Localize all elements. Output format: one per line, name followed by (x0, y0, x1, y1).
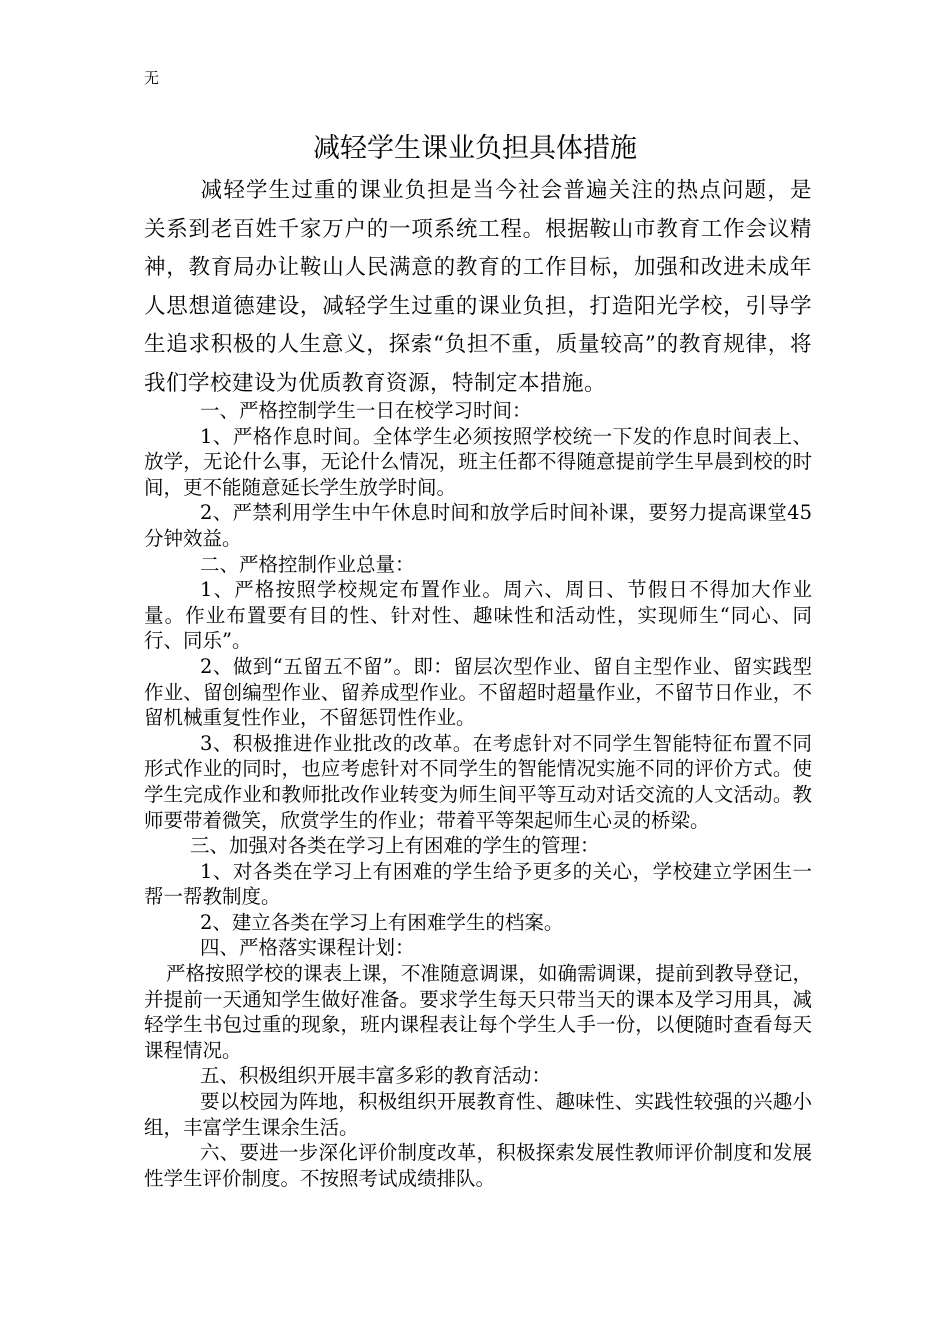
section-heading-4: 四、严格落实课程计划： (200, 936, 415, 960)
section-heading-3: 三、加强对各类在学习上有困难的学生的管理： (190, 834, 600, 858)
document-title: 减轻学生课业负担具体措施 (313, 133, 637, 164)
paragraph: 2、做到“五留五不留”。即：留层次型作业、留自主型作业、留实践型作业、留创编型作业、留养成型作业。不留超时超量作业，不留节日作业，不留机械重复性作业，不留惩罚性作业。 (144, 654, 812, 730)
paragraph: 要以校园为阵地，积极组织开展教育性、趣味性、实践性较强的兴趣小组，丰富学生课余生活。 (144, 1090, 812, 1139)
paragraph: 2、严禁利用学生中午休息时间和放学后时间补课，要努力提高课堂45分钟效益。 (144, 501, 812, 550)
document-body (144, 398, 812, 1191)
intro-text: 减轻学生过重的课业负担是当今社会普遍关注的热点问题，是关系到老百姓千家万户的一项系统工程。根据鞍山市教育工作会议精神，教育局办让鞍山人民满意的教育的工作目标，加强和改进未成年人思想道德建设，减轻学生过重的课业负担，打造阳光学校，引导学生追求积极的人生意义，探索“负担不重，质量较高”的教育规律，将我们学校建设为优质教育资源，特制定本措施。 (144, 178, 812, 396)
paragraph: 1、严格作息时间。全体学生必须按照学校统一下发的作息时间表上、放学，无论什么事，无论什么情况，班主任都不得随意提前学生早晨到校的时间，更不能随意延长学生放学时间。 (144, 424, 812, 499)
paragraph: 严格按照学校的课表上课，不准随意调课，如确需调课，提前到教导登记，并提前一天通知学生做好准备。要求学生每天只带当天的课本及学习用具，减轻学生书包过重的现象，班内课程表让每个学生人手一份，以便随时查看每天课程情况。 (144, 962, 812, 1062)
paragraph: 2、建立各类在学习上有困难学生的档案。 (200, 910, 564, 934)
section-heading-1: 一、严格控制学生一日在校学习时间： (200, 399, 532, 422)
header-mark: 无 (144, 69, 160, 87)
paragraph: 3、积极推进作业批改的改革。在考虑针对不同学生智能特征布置不同形式作业的同时，也应考虑针对不同学生的智能情况实施不同的评价方式。使学生完成作业和教师批改作业转变为师生间平等互动对话交流的人文活动。教师要带着微笑，欣赏学生的作业；带着平等架起师生心灵的桥梁。 (144, 731, 812, 832)
paragraph: 1、对各类在学习上有困难的学生给予更多的关心，学校建立学困生一帮一帮教制度。 (144, 859, 812, 909)
intro-paragraph (144, 172, 812, 403)
section-heading-2: 二、严格控制作业总量： (200, 552, 415, 576)
paragraph: 1、严格按照学校规定布置作业。周六、周日、节假日不得加大作业量。作业布置要有目的性、针对性、趣味性和活动性，实现师生“同心、同行、同乐”。 (144, 578, 812, 653)
section-heading-5: 五、积极组织开展丰富多彩的教育活动： (200, 1064, 552, 1088)
paragraph: 六、要进一步深化评价制度改革，积极探索发展性教师评价制度和发展性学生评价制度。不按照考试成绩排队。 (144, 1141, 812, 1190)
